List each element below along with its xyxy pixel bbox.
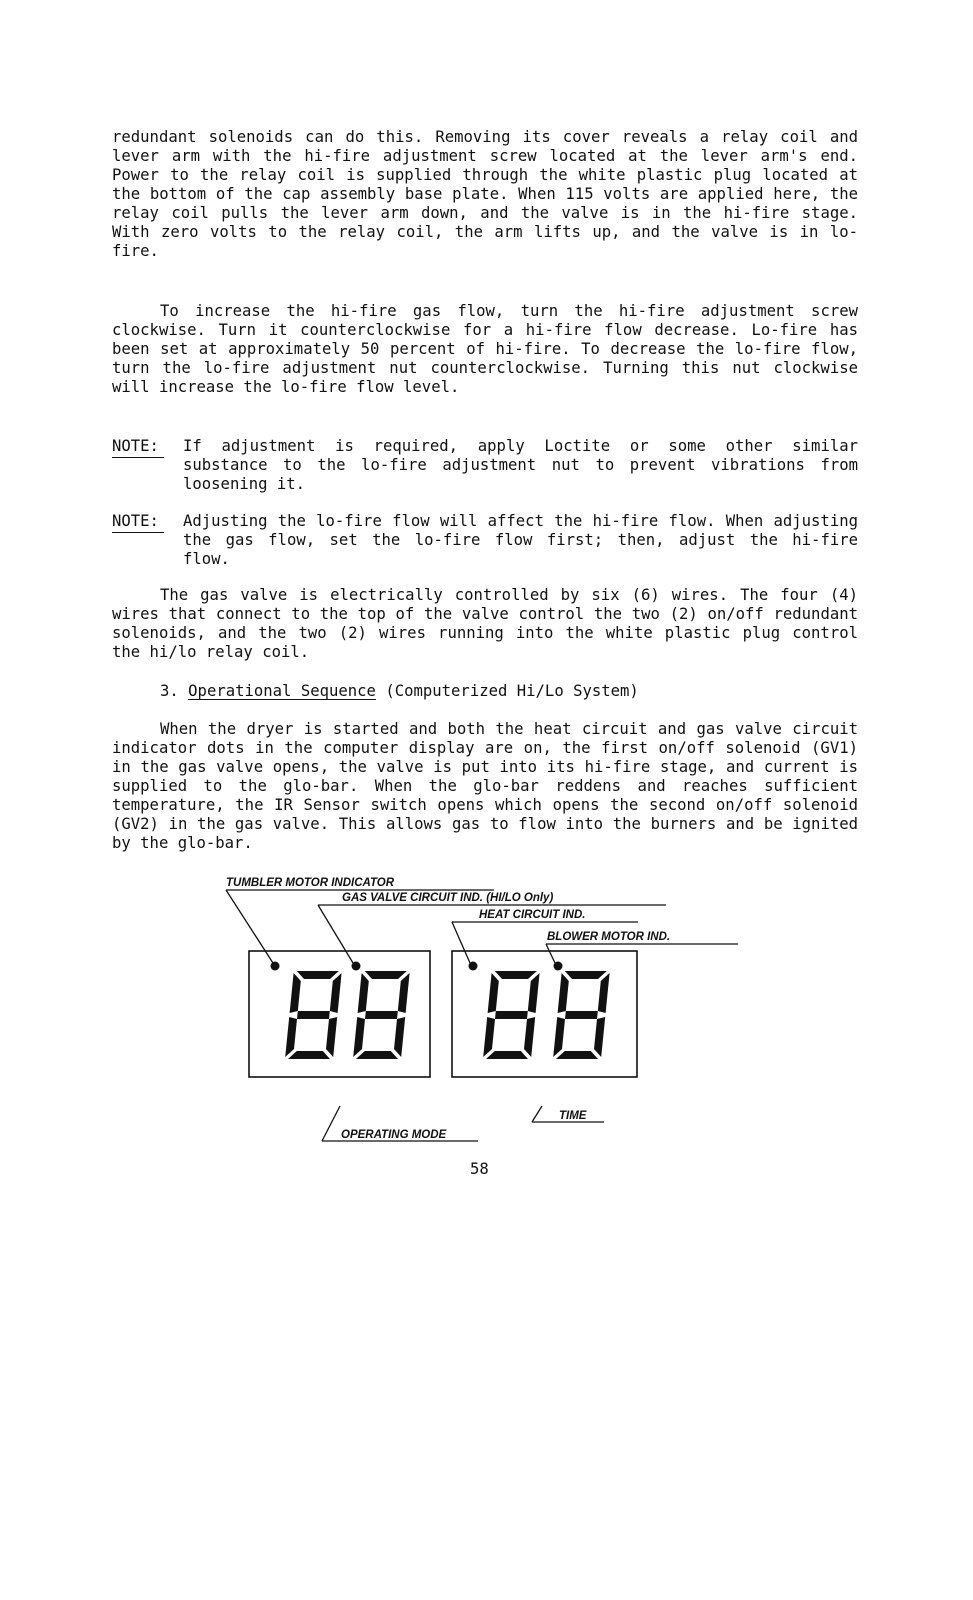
digit-3-segment-c [524,1017,535,1057]
section-title: Operational Sequence [188,682,376,700]
note-text: Adjusting the lo-fire flow will affect the hi-fire flow. When adjusting the gas flow, set the lo-fire flow first; then, adjust the hi-fire flow. [183,512,858,568]
note-label: NOTE: [112,437,159,455]
digit-4-segment-c [594,1017,605,1057]
paragraph-sequence: When the dryer is started and both the heat circuit and gas valve circuit indicator dots in the computer display are on, the first on/off solenoid (GV1) in the gas valve opens, the valve is put into its hi-fire stage, and current is supplied to the glo-bar. When the glo-bar reddens and reaches sufficient temperature, the IR Sensor switch opens which opens the second on/off solenoid (GV2) in the gas valve. This allows gas to flow into the burners and be ignited by the glo-bar. [112,720,858,852]
paragraph-wires: The gas valve is electrically controlled by six (6) wires. The four (4) wires that connect to the top of the valve control the two (2) on/off redundant solenoids, and the two (2) wires running into the white plastic plug control the hi/lo relay coil. [112,586,858,661]
tumbler-indicator-dot [271,962,280,971]
digit-3-segment-f [488,973,499,1013]
digit-3-segment-g [495,1011,528,1019]
paragraph-relay-coil: redundant solenoids can do this. Removing its cover reveals a relay coil and lever arm with the hi-fire adjustment screw located at the lever arm's end. Power to the relay coil is supplied through the white plastic plug located at the bottom of the cap assembly base plate. When 115 volts are applied here, the relay coil pulls the lever arm down, and the valve is in the hi-fire stage. With zero volts to the relay coil, the arm lifts up, and the valve is in lo-fire. [112,128,858,260]
heat-circuit-indicator-label: HEAT CIRCUIT IND. [479,909,586,921]
tumbler-motor-indicator-label: TUMBLER MOTOR INDICATOR [226,877,395,889]
operating-mode-label: OPERATING MODE [341,1129,447,1141]
seven-segment-digits [285,971,609,1059]
note-label: NOTE: [112,512,159,530]
gas-valve-indicator-dot [352,962,361,971]
digit-2-segment-e [353,1017,365,1057]
digit-2-segment-b [398,973,410,1013]
computer-display-diagram [0,868,973,1168]
blower-indicator-dot [554,962,563,971]
right-display-box [452,951,637,1077]
digit-1-segment-e [285,1017,297,1057]
heat-indicator-dot [469,962,478,971]
digit-3-segment-b [528,973,540,1013]
digit-4-segment-e [553,1017,565,1057]
section-number: 3. [160,682,179,700]
digit-1-segment-d [288,1051,330,1059]
section-heading [160,682,639,701]
digit-1-segment-f [290,973,301,1013]
digit-4-segment-d [556,1051,598,1059]
note-underline [112,532,164,533]
section-subtitle: (Computerized Hi/Lo System) [385,682,639,700]
digit-4-segment-g [565,1011,598,1019]
digit-1-segment-b [330,973,342,1013]
digit-3-segment-d [486,1051,528,1059]
note-underline [112,457,164,458]
digit-1-segment-g [297,1011,330,1019]
digit-1-segment-a [297,971,339,979]
note-text: If adjustment is required, apply Loctite or some other similar substance to the lo-fire adjustment nut to prevent vibrations from loosening it. [183,437,858,493]
digit-1-segment-c [326,1017,337,1057]
digit-2-segment-f [358,973,369,1013]
time-label: TIME [559,1110,587,1122]
blower-motor-indicator-label: BLOWER MOTOR IND. [547,931,671,943]
digit-2-segment-c [394,1017,405,1057]
gas-valve-circuit-indicator-label: GAS VALVE CIRCUIT IND. (HI/LO Only) [342,892,554,904]
digit-4-segment-f [558,973,569,1013]
digit-4-segment-b [598,973,610,1013]
digit-3-segment-a [495,971,537,979]
paragraph-flow-adjustment: To increase the hi-fire gas flow, turn the hi-fire adjustment screw clockwise. Turn it counterclockwise for a hi-fire flow decrease. Lo-fire has been set at approximately 50 percent of hi-fire. To decrease the lo-fire flow, turn the lo-fire adjustment nut counterclockwise. Turning this nut clockwise will increase the lo-fire flow level. [112,302,858,396]
page-number: 58 [470,1160,489,1178]
digit-2-segment-d [356,1051,398,1059]
digit-2-segment-g [365,1011,398,1019]
digit-3-segment-e [483,1017,495,1057]
digit-4-segment-a [565,971,607,979]
digit-2-segment-a [365,971,407,979]
